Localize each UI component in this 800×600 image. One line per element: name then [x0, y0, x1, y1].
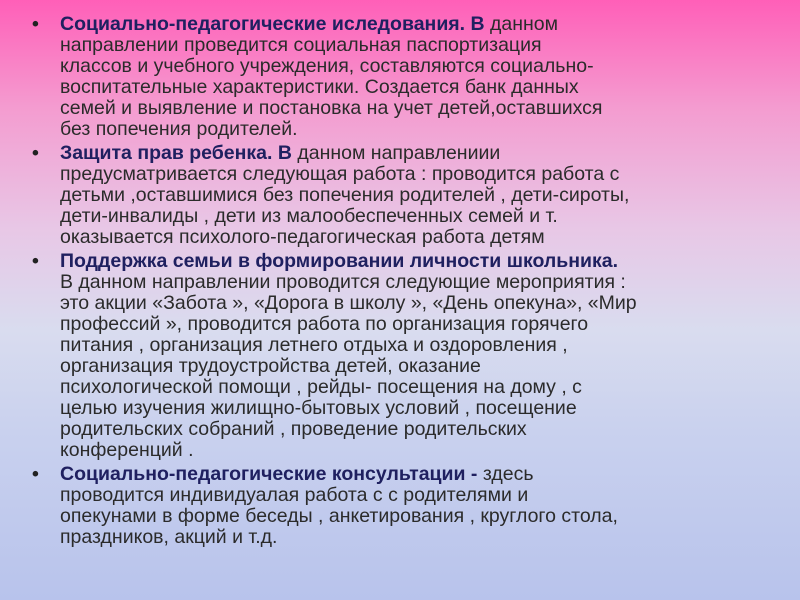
bullet-list — [30, 14, 790, 551]
item-text: предусматривается следующая работа : проводится работа с — [60, 163, 620, 185]
item-first-line — [60, 14, 790, 35]
item-text: питания , организация летнего отдыха и оздоровления , — [60, 334, 568, 356]
item-text: это акции «Забота », «Дорога в школу », «День опекуна», «Мир — [60, 292, 637, 314]
item-text: психологической помощи , рейды- посещения на дому , с — [60, 376, 582, 398]
item-text: организация трудоустройства детей, оказание — [60, 355, 481, 377]
item-first-line — [60, 251, 790, 272]
list-item — [30, 143, 790, 248]
item-text: опекунами в форме беседы , анкетирования , круглого стола, — [60, 505, 618, 527]
item-heading: Социально-педагогические консультации - — [60, 463, 478, 485]
bullet-icon: • — [32, 13, 39, 35]
item-text: классов и учебного учреждения, составляются социально- — [60, 55, 594, 77]
item-text: дети-инвалиды , дети из малообеспеченных семей и т. — [60, 205, 558, 227]
item-text: направлении проведится социальная паспортизация — [60, 34, 542, 56]
item-text: данном — [484, 13, 559, 35]
list-item — [30, 14, 790, 140]
item-heading: Социально-педагогические иследования. В — [60, 13, 485, 35]
item-text: данном направлениии — [291, 142, 501, 164]
item-text: детьми ,оставшимися без попечения родителей , дети-сироты, — [60, 184, 630, 206]
item-text: конференций . — [60, 439, 194, 461]
item-first-line — [60, 143, 790, 164]
bullet-icon: • — [32, 463, 39, 485]
bullet-icon: • — [32, 250, 39, 272]
list-item — [30, 464, 790, 548]
item-text: профессий », проводится работа по организация горячего — [60, 313, 589, 335]
item-text: праздников, акций и т.д. — [60, 526, 278, 548]
item-text: целью изучения жилищно-бытовых условий , посещение — [60, 397, 577, 419]
item-heading: Поддержка семьи в формировании личности школьника. — [60, 250, 619, 272]
item-text: родительских собраний , проведение родительских — [60, 418, 527, 440]
item-text: проводится индивидуалая работа с с родителями и — [60, 484, 529, 506]
bullet-icon: • — [32, 142, 39, 164]
item-text: без попечения родителей. — [60, 118, 298, 140]
list-item — [30, 251, 790, 461]
item-text: здесь — [477, 463, 534, 485]
item-text: оказывается психолого-педагогическая работа детям — [60, 226, 545, 248]
item-first-line — [60, 464, 790, 485]
item-text: В данном направлении проводится следующие мероприятия : — [60, 271, 626, 293]
item-text: семей и выявление и постановка на учет детей,оставшихся — [60, 97, 603, 119]
item-text: воспитательные характеристики. Создается банк данных — [60, 76, 579, 98]
item-heading: Защита прав ребенка. В — [60, 142, 292, 164]
